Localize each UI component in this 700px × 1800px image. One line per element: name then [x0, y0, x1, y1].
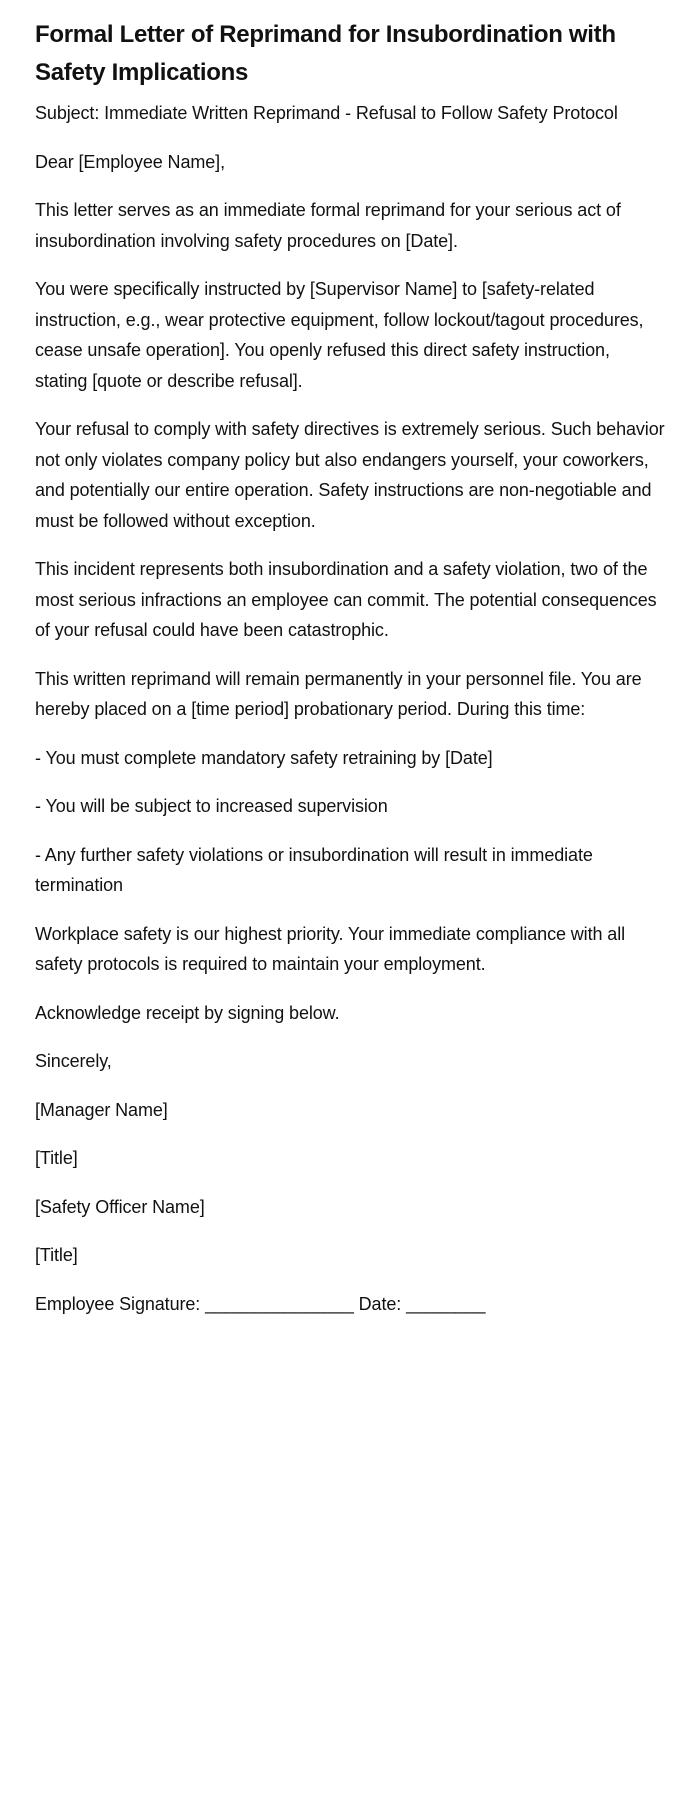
- signatory-safety-officer-name: [Safety Officer Name]: [35, 1196, 205, 1217]
- acknowledge-line: Acknowledge receipt by signing below.: [35, 1002, 340, 1023]
- signatory-manager-name: [Manager Name]: [35, 1099, 168, 1120]
- signatory-safety-officer-title: [Title]: [35, 1245, 78, 1265]
- paragraph-probation: This written reprimand will remain permanently in your personnel file. You are hereby placed on a [time period] probationary period. During this time:: [35, 668, 642, 719]
- condition-item: - Any further safety violations or insubordination will result in immediate termination: [35, 844, 593, 895]
- paragraph-seriousness: Your refusal to comply with safety directives is extremely serious. Such behavior not only violates company policy but also endangers yourself, your coworkers, and potentially our entire operation. Safety instructions are non-negotiable and must be followed without exception.: [35, 419, 665, 531]
- signatory-manager-title: [Title]: [35, 1148, 78, 1168]
- salutation: Dear [Employee Name],: [35, 151, 225, 172]
- employee-signature-line: Employee Signature: _______________ Date: ________: [35, 1293, 486, 1314]
- closing-paragraph: Workplace safety is our highest priority. Your immediate compliance with all safety protocols is required to maintain your employment.: [35, 923, 626, 974]
- subject-line: Subject: Immediate Written Reprimand - Refusal to Follow Safety Protocol: [35, 103, 618, 123]
- signoff: Sincerely,: [35, 1051, 112, 1071]
- condition-item: - You must complete mandatory safety retraining by [Date]: [35, 747, 493, 768]
- paragraph-incident: You were specifically instructed by [Supervisor Name] to [safety-related instruction, e.g., wear protective equipment, follow lockout/tagout procedures, cease unsafe operation]. You openly refused this direct safety instruction, stating [quote or describe refusal].: [35, 279, 644, 391]
- paragraph-intro: This letter serves as an immediate formal reprimand for your serious act of insubordination involving safety procedures on [Date].: [35, 200, 621, 251]
- document-title: Formal Letter of Reprimand for Insubordination with Safety Implications: [35, 21, 616, 86]
- paragraph-consequences: This incident represents both insubordination and a safety violation, two of the most serious infractions an employee can commit. The potential consequences of your refusal could have been catastrophic.: [35, 559, 657, 640]
- condition-item: - You will be subject to increased supervision: [35, 796, 388, 816]
